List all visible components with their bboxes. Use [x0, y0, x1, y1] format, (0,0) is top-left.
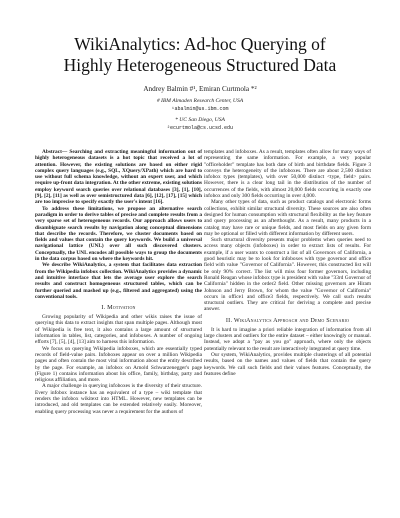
body-paragraph: A major challenge in querying infoboxes is the diversity of their structure. Every infobox instance has an equivalent of a type – wiki template that renders the infobox wikitext into HTML. However, new templates can be introduced, and old templates can be extended relatively easily. Moreover, enabling query processing was never a requirement for the authors of	[35, 383, 202, 415]
left-column	[35, 149, 202, 415]
body-paragraph: Many other types of data, such as product catalogs and electronic forms collections, exhibit similar structural diversity. These sources are also often designed for human consumption with structural flexibility as the key feature and query processing as an afterthought. As a result, many products in a catalog may have rare or unique fields, and most fields on any given form may be optional or filled with different information by different users.	[204, 199, 371, 237]
body-paragraph: We focus on querying Wikipedia infoboxes, which are essentially typed records of field-value pairs. Infoboxes appear on over a million Wikipedia pages and often contain the most vital information about the entity described by the page. For example, an infobox on Arnold Schwarzenegger's page (Figure 1) contains information about his office, family, birthday, party and religious affiliation, and more.	[35, 345, 202, 384]
body-paragraph: Such structural diversity presents major problems when queries need to access many objects (infoboxes) in order to extract lists of results. For example, if a user wants to construct a list of all Governors of California, a good heuristic may be to look for infoboxes with type governor and office field with value "Governor of California". However, this constructed list will be only 90% correct. The list will miss four former governors, including Ronald Reagan whose infobox type is president with value "33rd Governor of California" hidden in the order2 field. Other missing governors are Hiram Johnson and Jerry Brown, for whom the value "Governor of California" occurs in office1 and office3 fields, respectively. We call such results structural outliers. They are critical for deriving a complete and precise answer.	[204, 237, 371, 313]
email-2: ²ecurtmola@cs.ucsd.edu	[166, 125, 233, 131]
affiliation-2: * UC San Diego, USA	[175, 117, 225, 123]
body-paragraph: Growing popularity of Wikipedia and other wikis raises the issue of querying this data to extract insights that span multiple pages. Although most of Wikipedia is free text, it also contains a large amount of structured information in tables, list, categories, and infoboxes. A number of ongoing efforts [7], [5], [4], [13] aim to harness this information.	[35, 314, 202, 346]
body-paragraph: templates and infoboxes. As a result, templates often allow for many ways of representing the same information. For example, a very popular "officeholder" template has both date of birth and birthdate fields. Figure 3 conveys the heterogeneity of the infoboxes. There are about 2,500 distinct infobox types (templates), with over 50,000 distinct <type, field> pairs. However, there is a clear long tail in the distribution of the number of occurrences of the fields, with almost 20,000 fields occurring in exactly one infobox and only 300 fields occurring in over 4,000.	[204, 149, 371, 200]
body-paragraph: Our system, WikiAnalytics, provides multiple clusterings of all potential results, based on the names and values of fields that contain the query keywords. We call such fields and their values features. Conceptually, the features define	[204, 351, 371, 377]
paper-title-line-1: WikiAnalytics: Ad-hoc Querying of	[74, 34, 326, 54]
section-heading-motivation: I. Motivation	[101, 304, 136, 312]
right-column	[204, 149, 371, 377]
section-heading-approach: II. WikiAnalytics Approach and Demo Scenario	[225, 316, 350, 324]
abstract-paragraph-2: To address these limitations, we propose an alternative search paradigm in order to derive tables of precise and complete results from a very sparse set of heterogeneous records. Our approach allows users to disambiguate search results by navigation along conceptual dimensions that describe the records. Therefore, we cluster documents based on fields and values that contain the query keywords. We build a universal navigational lattice (UNL) over all such discovered clusters. Conceptually, the UNL encodes all possible ways to group the documents in the data corpus based on where the keywords hit.	[35, 205, 202, 263]
abstract-paragraph-3: We describe WikiAnalytics, a system that facilitates data extraction from the Wikipedia infobox collection. WikiAnalytics provides a dynamic and intuitive interface that lets the average user explore the search results and construct homogeneous structured tables, which can be further queried and mashed up (e.g., filtered and aggregated) using the conventional tools.	[35, 262, 203, 300]
author-list: Andrey Balmin #¹, Emiran Curtmola *²	[143, 85, 257, 93]
abstract-paragraph-1: Abstract— Searching and extracting meaningful information out of highly heterogeneous datasets is a hot topic that received a lot of attention. However, the existing solutions are based on either rigid complex query languages (e.g., SQL, XQuery/XPath) which are hard to use without full schema knowledge, without an expert user, and which require up-front data integration. At the other extreme, existing solutions employ keyword search queries over relational databases [3], [1], [10], [9], [2], [11] as well as over semistructured data [6], [12], [17], [15] which are too imprecise to specify exactly the user's intent [16].	[35, 149, 202, 206]
paper-title-line-2: Highly Heterogeneous Structured Data	[63, 55, 337, 75]
affiliation-1: # IBM Almaden Research Center, USA	[156, 98, 244, 104]
email-1: ¹abalmin@us.ibm.com	[171, 106, 229, 112]
body-paragraph: It is hard to imagine a priori reliable integration of information from all large clusters and outliers for the entire dataset – either knowingly or manual. Instead, we adopt a "pay as you go" approach, where only the objects potentially relevant to the result are interactively integrated at query time.	[204, 326, 371, 352]
